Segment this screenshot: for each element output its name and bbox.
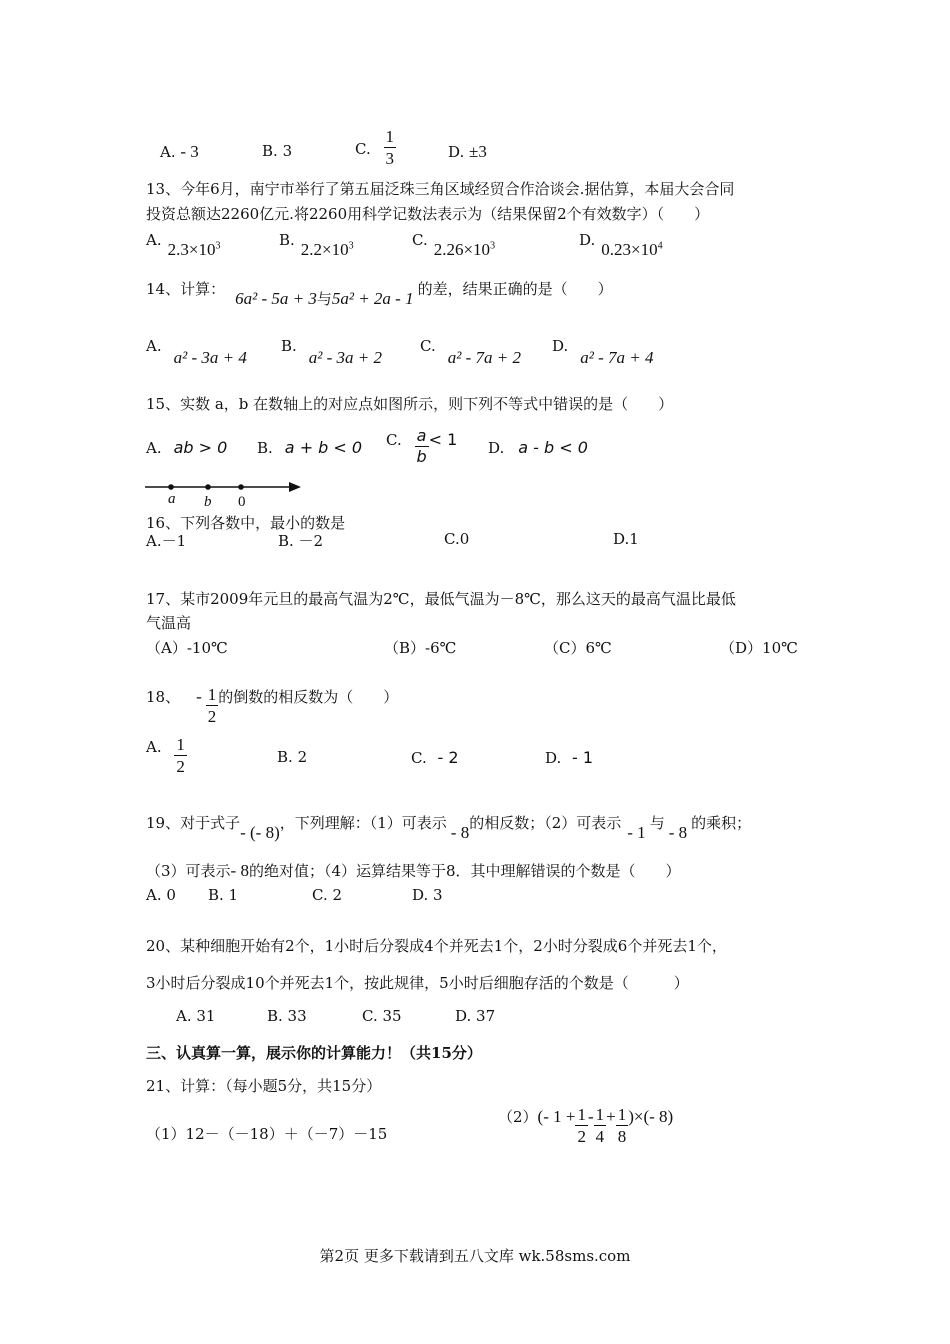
- q21-part2: （2）(- 1 + $\frac{1}{2}$ - $\frac{1}{4}$ + $\frac{1}{8}$ )×(- 8): [498, 1105, 674, 1146]
- q18-stem: 18、 - $\frac{1}{2}$ 的倒数的相反数为（ ）: [146, 685, 399, 726]
- q16-option-d: D.1: [613, 530, 639, 548]
- q17-line2: 气温高: [146, 614, 192, 632]
- q13-line1: 13、今年6月，南宁市举行了第五届泛珠三角区域经贸合作洽谈会.据估算，本届大会合同: [146, 180, 735, 198]
- q19-option-a: A. 0: [146, 886, 176, 904]
- q12-options: [160, 128, 660, 174]
- q20-line1: 20、某种细胞开始有2个，1小时后分裂成4个并死去1个，2小时分裂成6个并死去1个，: [146, 937, 727, 955]
- q21-stem: 21、计算：（每小题5分，共15分）: [146, 1077, 382, 1095]
- q19-options: [146, 886, 466, 906]
- q18-option-d: D. - 1: [545, 748, 594, 767]
- q13-option-a: A. $2.3\times 10^3$: [146, 231, 221, 259]
- q14-option-d: D.a² - 7a + 4: [552, 337, 654, 367]
- q12-option-a: A. - 3: [160, 142, 199, 161]
- q14-options: [146, 336, 706, 372]
- q17-option-b: （B）-6℃: [384, 639, 457, 657]
- point-zero: [238, 484, 244, 490]
- q19-option-d: D. 3: [412, 886, 443, 904]
- axis-label-b: b: [204, 494, 212, 510]
- q13-options: [146, 230, 766, 260]
- q19-option-b: B. 1: [208, 886, 239, 904]
- q13-option-d: D. $0.23\times 10^4$: [579, 231, 663, 259]
- q18-options: [146, 736, 646, 782]
- q20-option-b: B. 33: [267, 1007, 307, 1025]
- q17-options: [146, 637, 806, 657]
- q21-part1: （1）12－（－18）＋（－7）－15: [146, 1125, 388, 1143]
- q20-line2: 3小时后分裂成10个并死去1个，按此规律，5小时后细胞存活的个数是（ ）: [146, 974, 689, 992]
- q16-option-c: C.0: [444, 530, 470, 548]
- q16-stem: 16、下列各数中，最小的数是: [146, 514, 346, 532]
- q19-line2: （3）可表示- 8的绝对值；（4）运算结果等于8．其中理解错误的个数是（ ）: [146, 861, 681, 880]
- q20-options: [176, 1007, 536, 1027]
- q17-option-c: （C）6℃: [544, 639, 612, 657]
- axis-label-a: a: [168, 491, 176, 507]
- q14-option-b: B.a² - 3a + 2: [281, 337, 383, 367]
- q17-option-d: （D）10℃: [720, 639, 798, 657]
- arrow-right-icon: [289, 482, 301, 492]
- q18-option-b: B. 2: [277, 748, 308, 766]
- q16-option-b: B. －2: [278, 532, 324, 550]
- q15-option-d: D. a - b < 0: [488, 438, 588, 457]
- q12-option-c: C. $\frac{1}{3}$: [355, 127, 394, 168]
- q15-stem: 15、实数 a，b 在数轴上的对应点如图所示，则下列不等式中错误的是（ ）: [146, 395, 674, 413]
- q16-option-a: A.－1: [146, 532, 187, 550]
- q13-option-b: B. $2.2\times 10^3$: [279, 231, 354, 259]
- q17-line1: 17、某市2009年元旦的最高气温为2℃，最低气温为－8℃，那么这天的最高气温比最低: [146, 590, 736, 608]
- q13-line2: 投资总额达2260亿元.将2260用科学记数法表示为（结果保留2个有效数字）（ ）: [146, 205, 710, 223]
- section-3-title: 三、认真算一算，展示你的计算能力！（共15分）: [146, 1044, 482, 1062]
- q15-option-a: A. ab > 0: [146, 438, 228, 457]
- point-b: [205, 484, 211, 490]
- q14-option-a: A.a² - 3a + 4: [146, 337, 247, 367]
- q15-options: [146, 428, 606, 474]
- q20-option-d: D. 37: [455, 1007, 496, 1025]
- q14-option-c: C.a² - 7a + 2: [420, 337, 521, 367]
- point-a: [168, 484, 174, 490]
- q18-option-a: A. $\frac{1}{2}$: [146, 735, 185, 776]
- q14-stem: 14、计算： 6a² - 5a + 3与5a² + 2a - 1 的差，结果正确的是（ ）: [146, 280, 613, 308]
- q13-option-c: C. $2.26\times 10^3$: [412, 231, 496, 259]
- q15-option-c: C. $\frac{a}{b}$ < 1: [386, 426, 458, 466]
- q20-option-c: C. 35: [362, 1007, 402, 1025]
- q19-option-c: C. 2: [312, 886, 343, 904]
- q16-options: [146, 530, 666, 550]
- q17-option-a: （A）-10℃: [146, 639, 228, 657]
- page-footer: 第2页 更多下载请到五八文库 wk.58sms.com: [319, 1247, 631, 1265]
- q12-option-d: D. ±3: [448, 142, 487, 161]
- q20-option-a: A. 31: [176, 1007, 216, 1025]
- q15-option-b: B. a + b < 0: [257, 438, 363, 457]
- q12-option-b: B. 3: [262, 142, 293, 160]
- axis-label-zero: 0: [238, 494, 246, 510]
- q18-option-c: C. - 2: [411, 748, 459, 767]
- q19-line1: 19、对于式子- (- 8)，下列理解：（1）可表示 - 8的相反数；（2）可表示 - 1 与 - 8 的乘积；: [146, 814, 752, 842]
